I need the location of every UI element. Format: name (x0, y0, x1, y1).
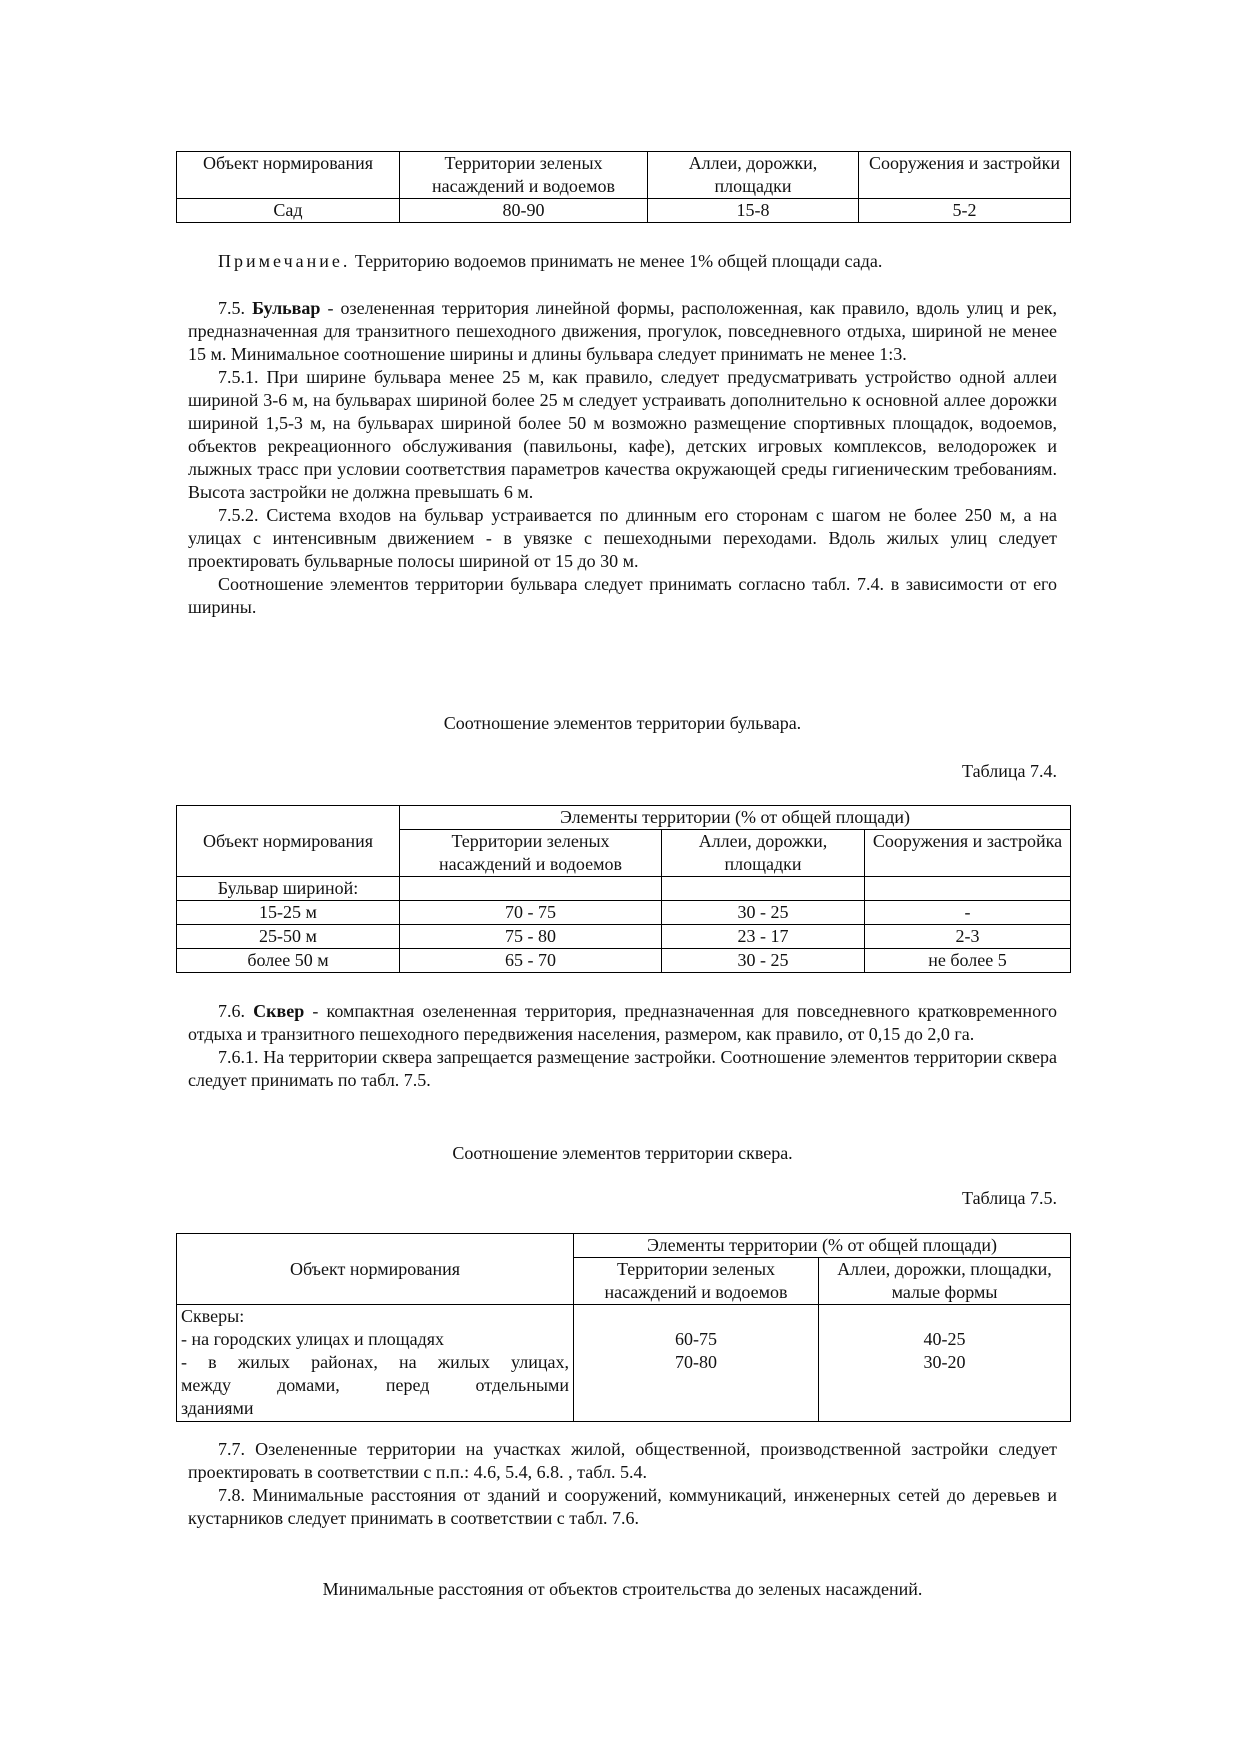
table-header-row (177, 806, 1071, 830)
table-row (177, 1305, 1071, 1422)
paragraph-7-5-2: 7.5.2. Система входов на бульвар устраивается по длинным его сторонам с шагом не более 250 м, а на улицах с интенсивным движением - в увязке с пешеходными переходами. Вдоль жилых улиц следует проектировать бульварные полосы шириной от 15 до 30 м. (188, 505, 1057, 571)
table-cell: 75 - 80 (400, 925, 662, 949)
table-group-header: Элементы территории (% от общей площади) (400, 806, 1071, 830)
table-cell (574, 1305, 819, 1422)
table-cell: 70 - 75 (400, 901, 662, 925)
cell-line: - в жилых районах, на жилых улицах, (181, 1352, 569, 1372)
table-header-row (177, 1234, 1071, 1258)
table-7-4 (176, 805, 1071, 973)
paragraph-text: - компактная озелененная территория, предназначенная для повседневного кратковременного отдыха и транзитного пешеходного передвижения населения, размером, как правило, от 0,15 до 2,0 га. (188, 1001, 1057, 1044)
paragraph-7-8: 7.8. Минимальные расстояния от зданий и сооружений, коммуникаций, инженерных сетей до деревьев и кустарников следует принимать в соответствии с табл. 7.6. (188, 1485, 1057, 1528)
note-label: Примечание. (218, 251, 351, 271)
table-header-cell: Сооружения и застройка (865, 830, 1071, 877)
garden-table (176, 151, 1071, 223)
paragraph-7-5-1: 7.5.1. При ширине бульвара менее 25 м, как правило, следует предусматривать устройство одной аллеи шириной 3-6 м, на бульварах шириной более 25 м следует устраивать дополнительно к основной аллее дорожки шириной 1,5-3 м, на бульварах шириной более 50 м возможно размещение спортивных площадок, водоемов, объектов рекреационного обслуживания (павильоны, кафе), детских игровых комплексов, велодорожек и лыжных трасс при условии соответствия параметров качества окружающей среды гигиеническим требованиям. Высота застройки не должна превышать 6 м. (188, 367, 1057, 502)
table-7-4-label: Таблица 7.4. (962, 761, 1057, 781)
cell-value: 60-75 (675, 1329, 717, 1349)
table-cell: - (865, 901, 1071, 925)
table-header-cell: Аллеи, дорожки, площадки (662, 830, 865, 877)
table-cell: более 50 м (177, 949, 400, 973)
section-7-7 (188, 1438, 1057, 1530)
table-cell: Бульвар шириной: (177, 877, 400, 901)
table-cell: 25-50 м (177, 925, 400, 949)
table-row (177, 199, 1071, 223)
table-7-5 (176, 1233, 1071, 1422)
table-header-cell: Территории зеленых насаждений и водоемов (400, 830, 662, 877)
cell-value: 30-20 (923, 1352, 966, 1372)
table-group-header: Элементы территории (% от общей площади) (574, 1234, 1071, 1258)
section-7-6 (188, 1000, 1057, 1092)
paragraph-7-6-1: 7.6.1. На территории сквера запрещается размещение застройки. Соотношение элементов территории сквера следует принимать по табл. 7.5. (188, 1047, 1057, 1090)
section-7-5 (188, 297, 1057, 619)
paragraph-7-7: 7.7. Озелененные территории на участках жилой, общественной, производственной застройки следует проектировать в соответствии с п.п.: 4.6, 5.4, 6.8. , табл. 5.4. (188, 1439, 1057, 1482)
term-bold: Бульвар (252, 298, 321, 318)
note-paragraph (188, 250, 1057, 273)
table-header-cell: Аллеи, дорожки, площадки, малые формы (819, 1258, 1071, 1305)
table-cell: не более 5 (865, 949, 1071, 973)
table-7-6-caption: Минимальные расстояния от объектов строительства до зеленых насаждений. (322, 1579, 923, 1599)
table-row (177, 949, 1071, 973)
table-cell: 15-25 м (177, 901, 400, 925)
table-cell: 5-2 (859, 199, 1071, 223)
table-header-cell: Территории зеленых насаждений и водоемов (400, 152, 648, 199)
table-cell: 30 - 25 (662, 949, 865, 973)
table-header-cell: Сооружения и застройки (859, 152, 1071, 199)
table-cell (865, 877, 1071, 901)
table-cell: 80-90 (400, 199, 648, 223)
table-7-5-label: Таблица 7.5. (962, 1188, 1057, 1208)
cell-line: зданиями (181, 1398, 254, 1418)
cell-line: между домами, перед отдельными (181, 1375, 569, 1395)
table-cell (400, 877, 662, 901)
table-cell-object (177, 1305, 574, 1422)
table-7-5-caption: Соотношение элементов территории сквера. (452, 1143, 793, 1163)
paragraph-7-5 (188, 297, 1057, 366)
paragraph-7-6 (188, 1000, 1057, 1046)
table-cell: Сад (177, 199, 400, 223)
paragraph-number: 7.6. (218, 1001, 254, 1021)
table-cell: 15-8 (648, 199, 859, 223)
table-cell: 2-3 (865, 925, 1071, 949)
table-header-cell: Объект нормирования (177, 152, 400, 199)
paragraph-ratio: Соотношение элементов территории бульвара следует принимать согласно табл. 7.4. в зависимости от его ширины. (188, 574, 1057, 617)
table-row (177, 901, 1071, 925)
table-row (177, 877, 1071, 901)
cell-value: 70-80 (675, 1352, 717, 1372)
cell-line: Скверы: (181, 1306, 245, 1326)
table-header-row (177, 152, 1071, 199)
table-cell: 23 - 17 (662, 925, 865, 949)
table-cell: 65 - 70 (400, 949, 662, 973)
paragraph-text: - озелененная территория линейной формы, расположенная, как правило, вдоль улиц и рек, предназначенная для транзитного пешеходного движения, прогулок, повседневного отдыха, шириной не менее 15 м. Минимальное соотношение ширины и длины бульвара следует принимать не менее 1:3. (188, 298, 1057, 364)
cell-value: 40-25 (923, 1329, 966, 1349)
table-7-4-caption: Соотношение элементов территории бульвара. (443, 713, 802, 733)
table-cell (819, 1305, 1071, 1422)
table-row (177, 925, 1071, 949)
table-header-cell: Объект нормирования (177, 806, 400, 877)
note-text: Территорию водоемов принимать не менее 1% общей площади сада. (350, 251, 883, 271)
table-header-cell: Аллеи, дорожки, площадки (648, 152, 859, 199)
table-cell: 30 - 25 (662, 901, 865, 925)
term-bold: Сквер (253, 1001, 305, 1021)
table-cell (662, 877, 865, 901)
cell-line: - на городских улицах и площадях (181, 1329, 445, 1349)
paragraph-number: 7.5. (218, 298, 253, 318)
table-header-cell: Территории зеленых насаждений и водоемов (574, 1258, 819, 1305)
table-header-cell: Объект нормирования (177, 1234, 574, 1305)
